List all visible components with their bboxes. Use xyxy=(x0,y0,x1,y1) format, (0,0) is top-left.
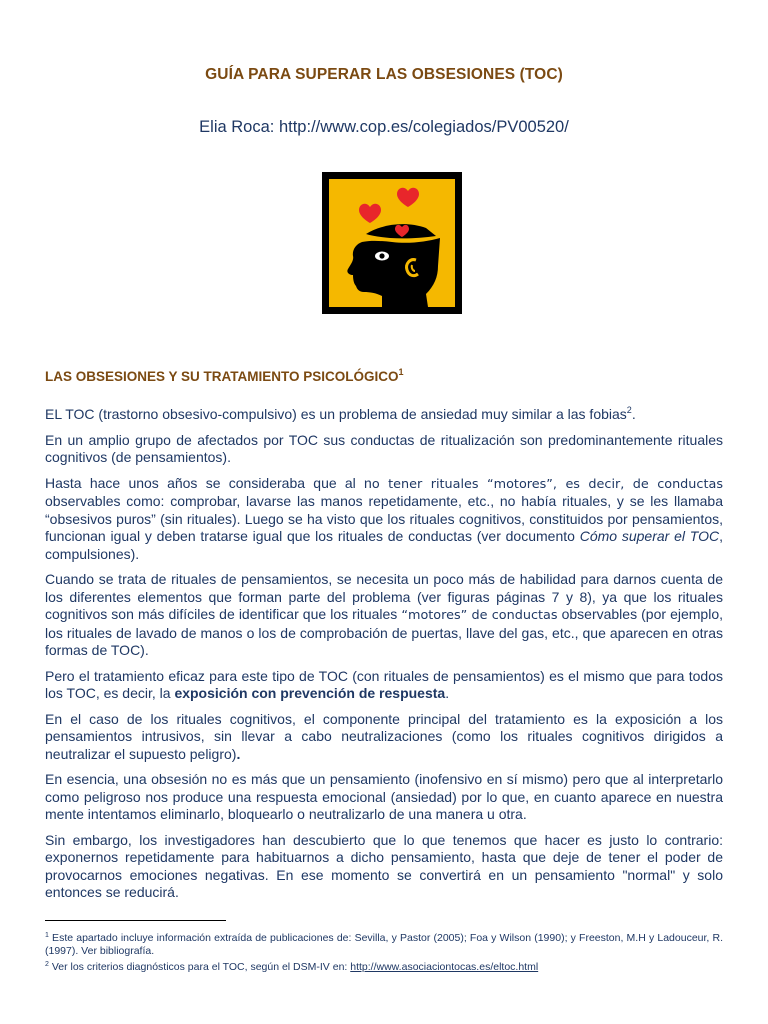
footnote-ref: 2 xyxy=(626,405,632,415)
paragraph: EL TOC (trastorno obsesivo-compulsivo) es un problema de ansiedad muy similar a las fobias$^2$. xyxy=(45,405,636,422)
footnotes xyxy=(45,932,723,977)
footnote: $^1$ Este apartado incluye información extraída de publicaciones de: Sevilla, y Pastor (2005); Foa y Wilson (1990); y Freeston, M.H y Ladouceur, R. (1997). Ver bibliografía. xyxy=(45,932,723,957)
body-text xyxy=(45,406,723,910)
paragraph: Sin embargo, los investigadores han descubierto que lo que tenemos que hacer es justo lo contrario: exponernos repetidamente para habituarnos a dicho pensamiento, hasta que deje de tener el poder de provocarnos emociones negativas. En ese momento se convertirá en un pensamiento "normal" y solo entonces se reducirá. xyxy=(45,831,723,900)
paragraph: Hasta hace unos años se consideraba que al no tener rituales “motores”, es decir, de conductas observables como: comprobar, lavarse las manos repetidamente, etc., no había rituales, y se les llamaba “obsesivos puros” (sin rituales). Luego se ha visto que los rituales cognitivos, constituidos por pensamientos, funcionan igual y deben tratarse igual que los rituales de conductas (ver documento Cómo superar el TOC, compulsiones). xyxy=(45,474,723,562)
head-with-hearts-icon xyxy=(322,172,462,314)
paragraph: En el caso de los rituales cognitivos, el componente principal del tratamiento es la exposición a los pensamientos intrusivos, sin llevar a cabo neutralizaciones (como los rituales cognitivos dirigidos a neutralizar el supuesto peligro). xyxy=(45,710,723,762)
document-title: GUÍA PARA SUPERAR LAS OBSESIONES (TOC) xyxy=(205,66,563,83)
author-line: Elia Roca: http://www.cop.es/colegiados/PV00520/ xyxy=(199,118,569,136)
paragraph: Pero el tratamiento eficaz para este tipo de TOC (con rituales de pensamientos) es el mismo que para todos los TOC, es decir, la exposición con prevención de respuesta. xyxy=(45,667,723,701)
footnote-ref: 1 xyxy=(398,367,404,377)
footnote-divider xyxy=(45,920,226,921)
paragraph: En esencia, una obsesión no es más que un pensamiento (inofensivo en sí mismo) pero que al interpretarlo como peligroso nos produce una respuesta emocional (ansiedad) por lo que, en cuanto aparece en nuestra mente intentamos eliminarlo, bloquearlo o neutralizarlo de una manera u otra. xyxy=(45,771,723,822)
footnote: $^2$ Ver los criterios diagnósticos para el TOC, según el DSM-IV en: http://www.asociaciontocas.es/eltoc.html xyxy=(45,961,539,973)
dsm-criteria-link[interactable]: http://www.asociaciontocas.es/eltoc.html xyxy=(350,961,539,973)
paragraph: Cuando se trata de rituales de pensamientos, se necesita un poco más de habilidad para darnos cuenta de los diferentes elementos que forman parte del problema (ver figuras páginas 7 y 8), ya que los rituales cognitivos son más difíciles de identificar que los rituales “motores” de conductas observables (por ejemplo, los rituales de lavado de manos o los de comprobación de puertas, llave del gas, etc., que aparecen en otras formas de TOC). xyxy=(45,571,724,658)
section-heading: LAS OBSESIONES Y SU TRATAMIENTO PSICOLÓGICO$^1$ xyxy=(45,367,404,384)
paragraph: En un amplio grupo de afectados por TOC sus conductas de ritualización son predominantemente rituales cognitivos (de pensamientos). xyxy=(45,431,723,465)
